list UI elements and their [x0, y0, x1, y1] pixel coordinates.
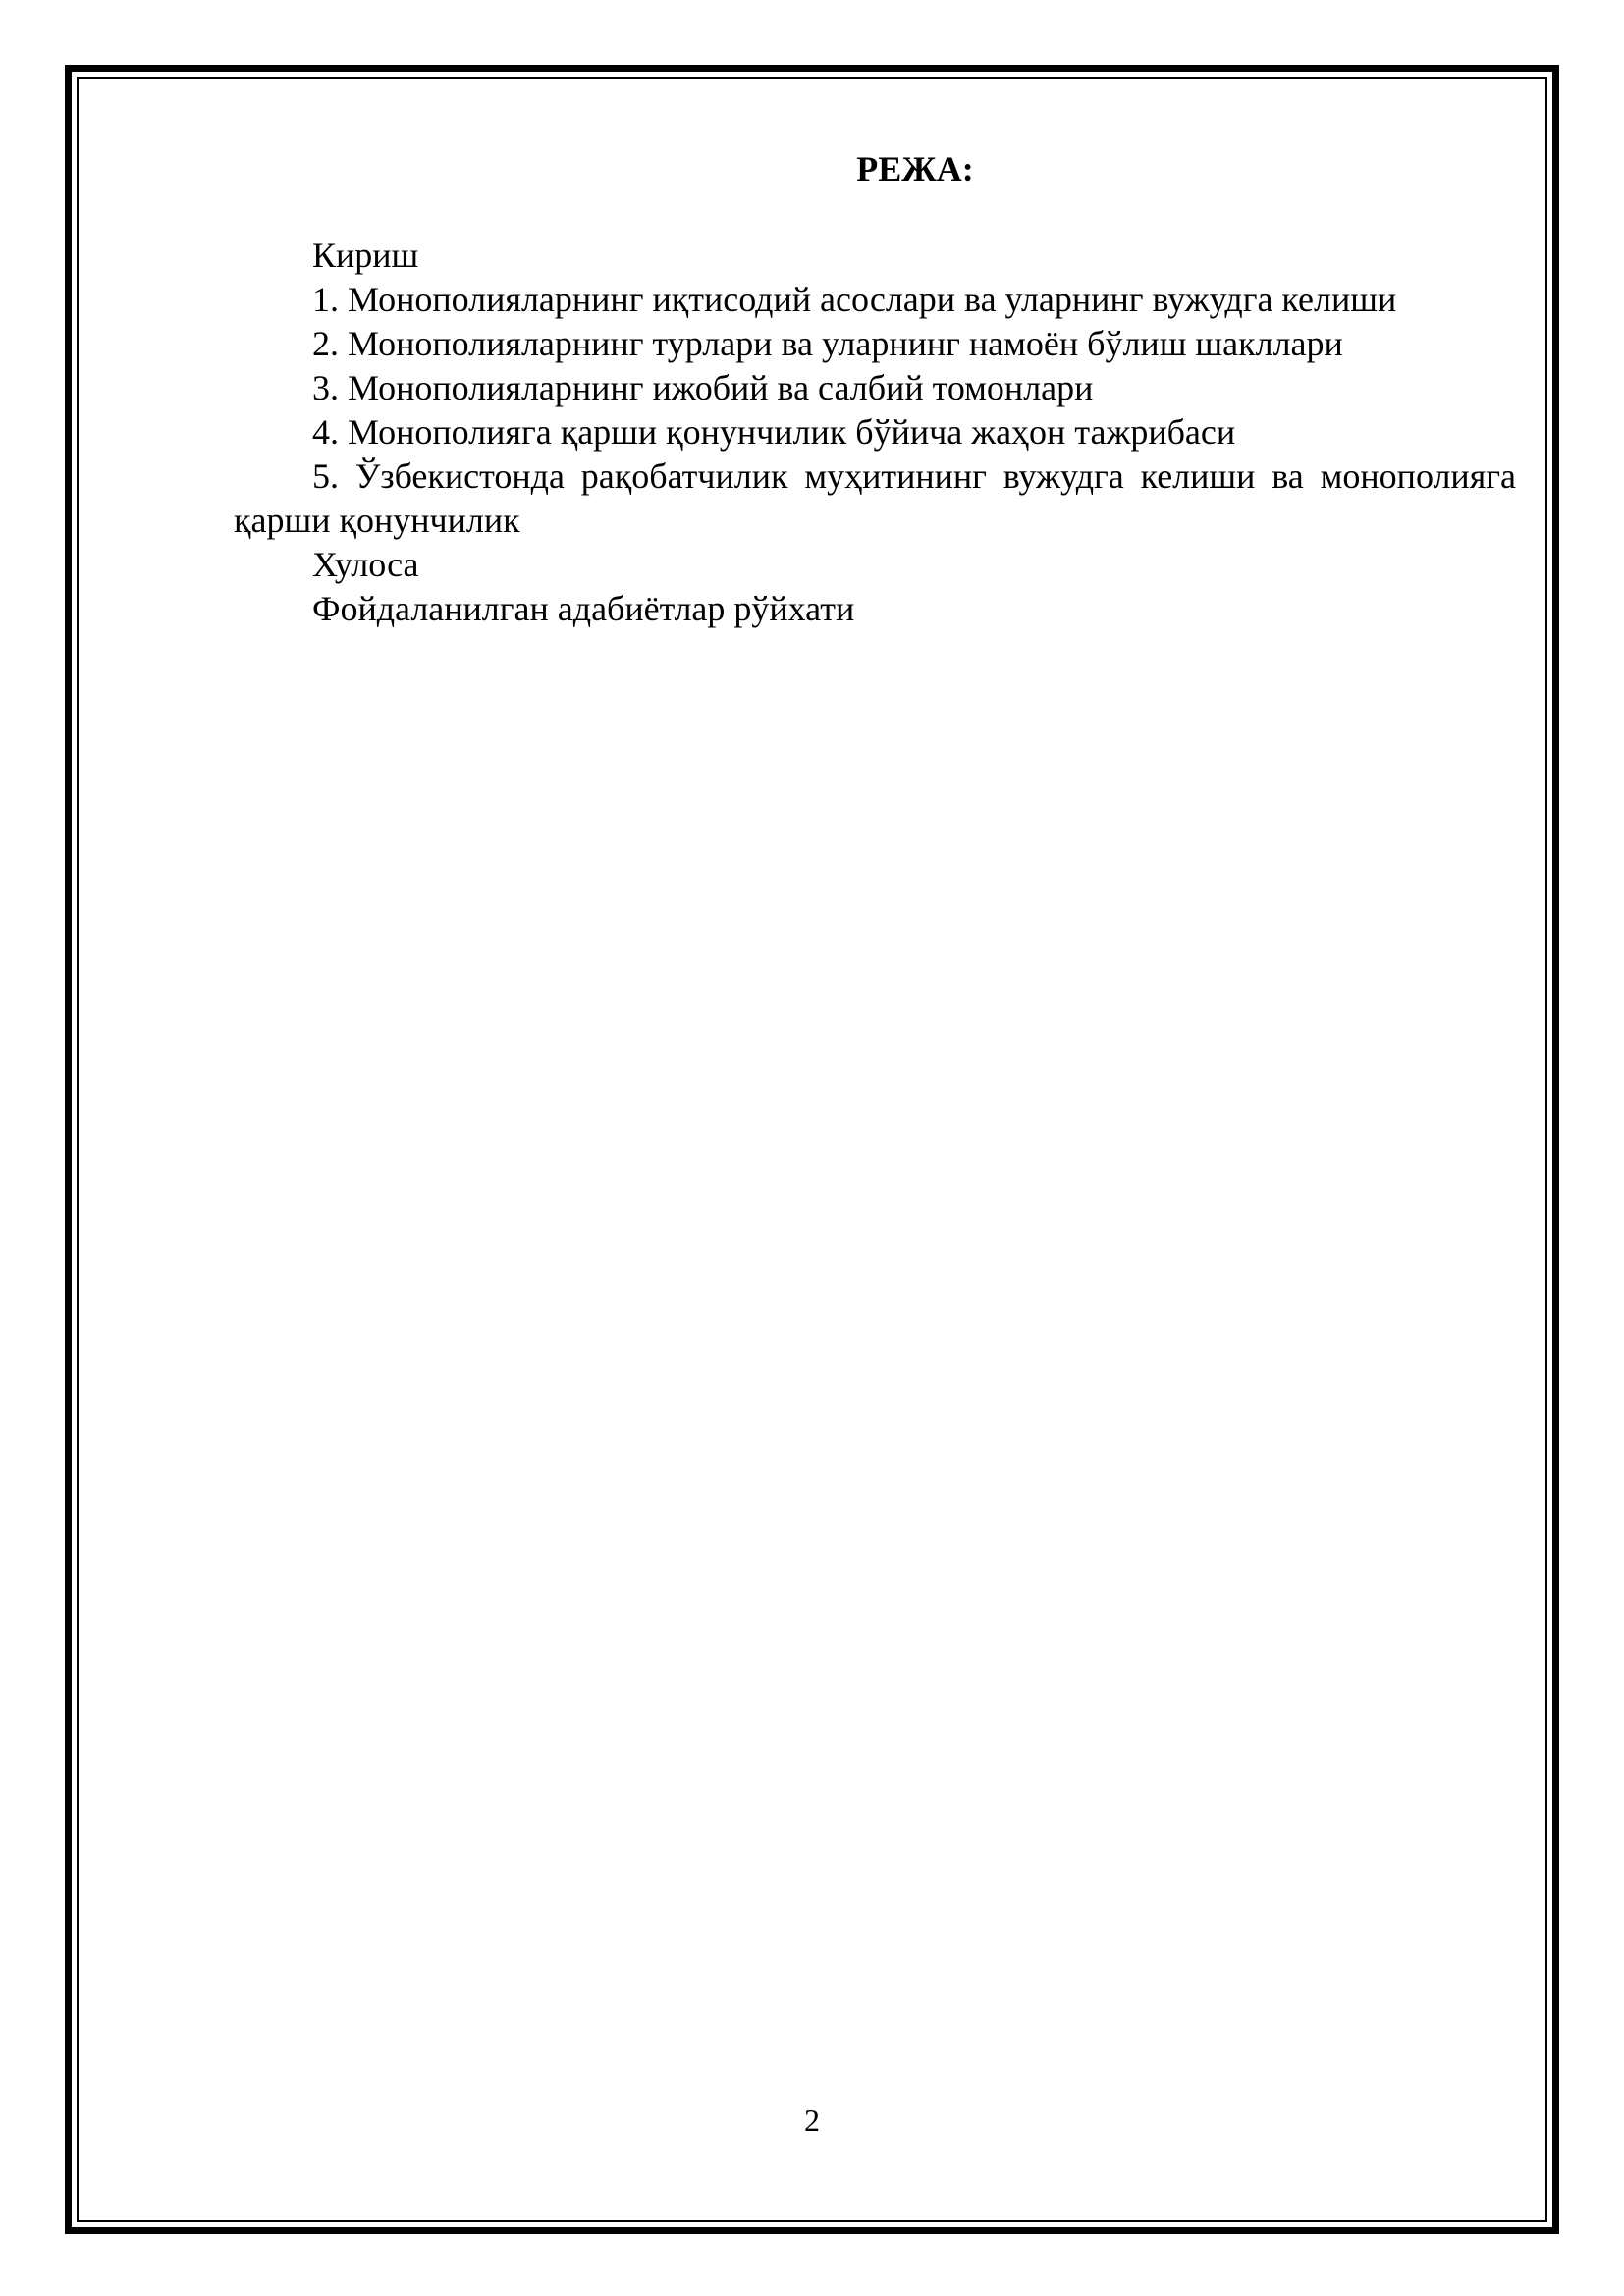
- document-content: [234, 147, 1516, 631]
- page-title: РЕЖА:: [856, 149, 974, 188]
- list-item-3: 3. Монополияларнинг ижобий ва салбий томонлари: [312, 368, 1094, 407]
- page-number: 2: [804, 2103, 820, 2138]
- list-item-references: Фойдаланилган адабиётлар рўйхати: [312, 589, 855, 628]
- list-item-2: 2. Монополияларнинг турлари ва уларнинг намоён бўлиш шакллари: [312, 324, 1343, 363]
- list-item-4: 4. Монополияга қарши қонунчилик бўйича жаҳон тажрибаси: [312, 412, 1236, 452]
- list-item-5: 5. Ўзбекистонда рақобатчилик муҳитининг вужудга келиши ва монополияга қарши қонунчилик: [234, 456, 1516, 540]
- list-item-1: 1. Монополияларнинг иқтисодий асослари ва уларнинг вужудга келиши: [312, 280, 1397, 319]
- list-item-conclusion: Хулоса: [312, 545, 419, 584]
- list-item-introduction: Кириш: [312, 236, 419, 275]
